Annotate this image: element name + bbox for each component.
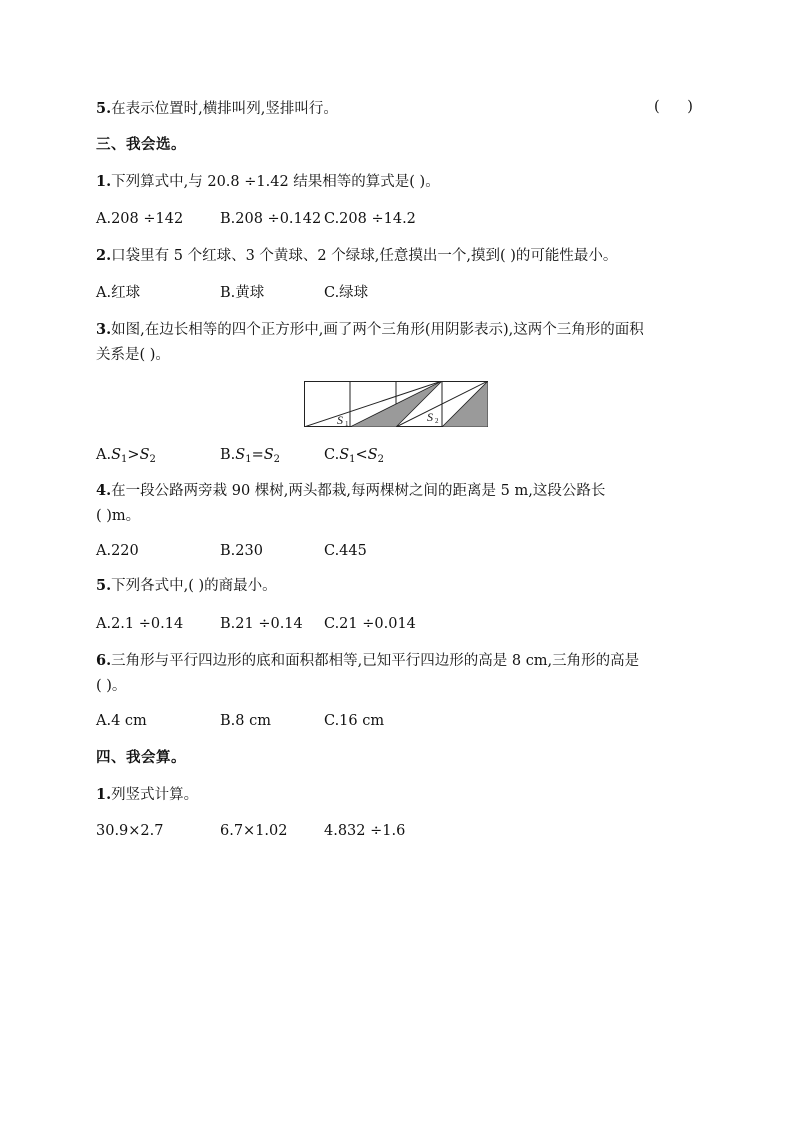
var-s: S: [139, 447, 150, 463]
option-letter: B.: [220, 447, 236, 463]
option-c[interactable]: C.绿球: [324, 285, 369, 301]
option-a[interactable]: A.4 cm: [96, 713, 147, 729]
label-s2: S: [427, 410, 433, 424]
question-number: 3.: [96, 321, 112, 338]
option-c[interactable]: [324, 445, 384, 470]
operator: <: [355, 447, 368, 463]
operator: >: [127, 447, 140, 463]
question-number: 1.: [96, 173, 112, 190]
option-c[interactable]: C.21 ÷0.014: [324, 616, 416, 632]
question-text: 如图,在边长相等的四个正方形中,画了两个三角形(用阴影表示),这两个三角形的面积: [111, 322, 644, 338]
expression-2: 6.7×1.02: [220, 823, 288, 839]
option-b[interactable]: B.208 ÷0.142: [220, 211, 322, 227]
question-text: 三角形与平行四边形的底和面积都相等,已知平行四边形的高是 8 cm,三角形的高是: [111, 653, 640, 669]
choice-question-6: [96, 651, 639, 671]
subscript: 1: [349, 454, 356, 465]
var-s: S: [111, 447, 122, 463]
shaded-triangle-s2: [442, 381, 488, 427]
option-a[interactable]: A.红球: [96, 285, 141, 301]
question-text-continued: ( )。: [96, 678, 127, 694]
section-title-choose: 三、我会选。: [96, 136, 186, 153]
option-b[interactable]: B.21 ÷0.14: [220, 616, 303, 632]
option-b[interactable]: B.230: [220, 543, 263, 559]
subscript: 2: [273, 454, 281, 465]
question-number: 4.: [96, 482, 112, 499]
four-squares-figure: [304, 381, 488, 427]
question-text: 列竖式计算。: [111, 787, 199, 803]
var-s: S: [235, 447, 246, 463]
option-a[interactable]: A.220: [96, 543, 139, 559]
judge-question-5: [96, 99, 338, 119]
question-text-continued: 关系是( )。: [96, 347, 170, 363]
option-c[interactable]: C.208 ÷14.2: [324, 211, 416, 227]
option-c[interactable]: C.16 cm: [324, 713, 385, 729]
var-s: S: [263, 447, 274, 463]
choice-question-2: [96, 246, 617, 266]
choice-question-5: [96, 576, 277, 596]
question-text-continued: ( )m。: [96, 508, 141, 524]
expression-3: 4.832 ÷1.6: [324, 823, 406, 839]
option-b[interactable]: [220, 445, 280, 470]
choice-question-1: [96, 172, 440, 192]
question-text: 下列算式中,与 20.8 ÷1.42 结果相等的算式是( )。: [111, 174, 440, 190]
option-a[interactable]: A.2.1 ÷0.14: [96, 616, 184, 632]
operator: =: [251, 447, 264, 463]
subscript: 1: [121, 454, 128, 465]
option-a[interactable]: [96, 445, 156, 470]
label-s2-subscript: 2: [435, 417, 439, 425]
label-s1: S: [337, 413, 343, 427]
expression-1: 30.9×2.7: [96, 823, 164, 839]
question-number: 6.: [96, 652, 112, 669]
question-text: 下列各式中,( )的商最小。: [111, 578, 277, 594]
option-a[interactable]: A.208 ÷142: [96, 211, 184, 227]
option-c[interactable]: C.445: [324, 543, 367, 559]
question-number: 5.: [96, 577, 112, 594]
label-s1-subscript: 1: [345, 420, 349, 427]
question-text: 在一段公路两旁栽 90 棵树,两头都栽,每两棵树之间的距离是 5 m,这段公路长: [111, 483, 606, 499]
section-title-calculate: 四、我会算。: [96, 749, 186, 766]
option-b[interactable]: B.8 cm: [220, 713, 271, 729]
option-letter: A.: [96, 447, 112, 463]
var-s: S: [367, 447, 378, 463]
question-number: 5.: [96, 100, 112, 117]
question-text: 在表示位置时,横排叫列,竖排叫行。: [111, 101, 338, 117]
question-text: 口袋里有 5 个红球、3 个黄球、2 个绿球,任意摸出一个,摸到( )的可能性最小。: [111, 248, 618, 264]
choice-question-3: [96, 320, 644, 340]
question-number: 2.: [96, 247, 112, 264]
calc-question-1: [96, 785, 198, 805]
option-letter: C.: [324, 447, 340, 463]
subscript: 2: [377, 454, 384, 465]
question-number: 1.: [96, 786, 112, 803]
subscript: 2: [149, 454, 156, 465]
subscript: 1: [245, 454, 252, 465]
var-s: S: [339, 447, 350, 463]
choice-question-4: [96, 481, 605, 501]
option-b[interactable]: B.黄球: [220, 285, 265, 301]
answer-blank[interactable]: ( ): [654, 99, 693, 115]
